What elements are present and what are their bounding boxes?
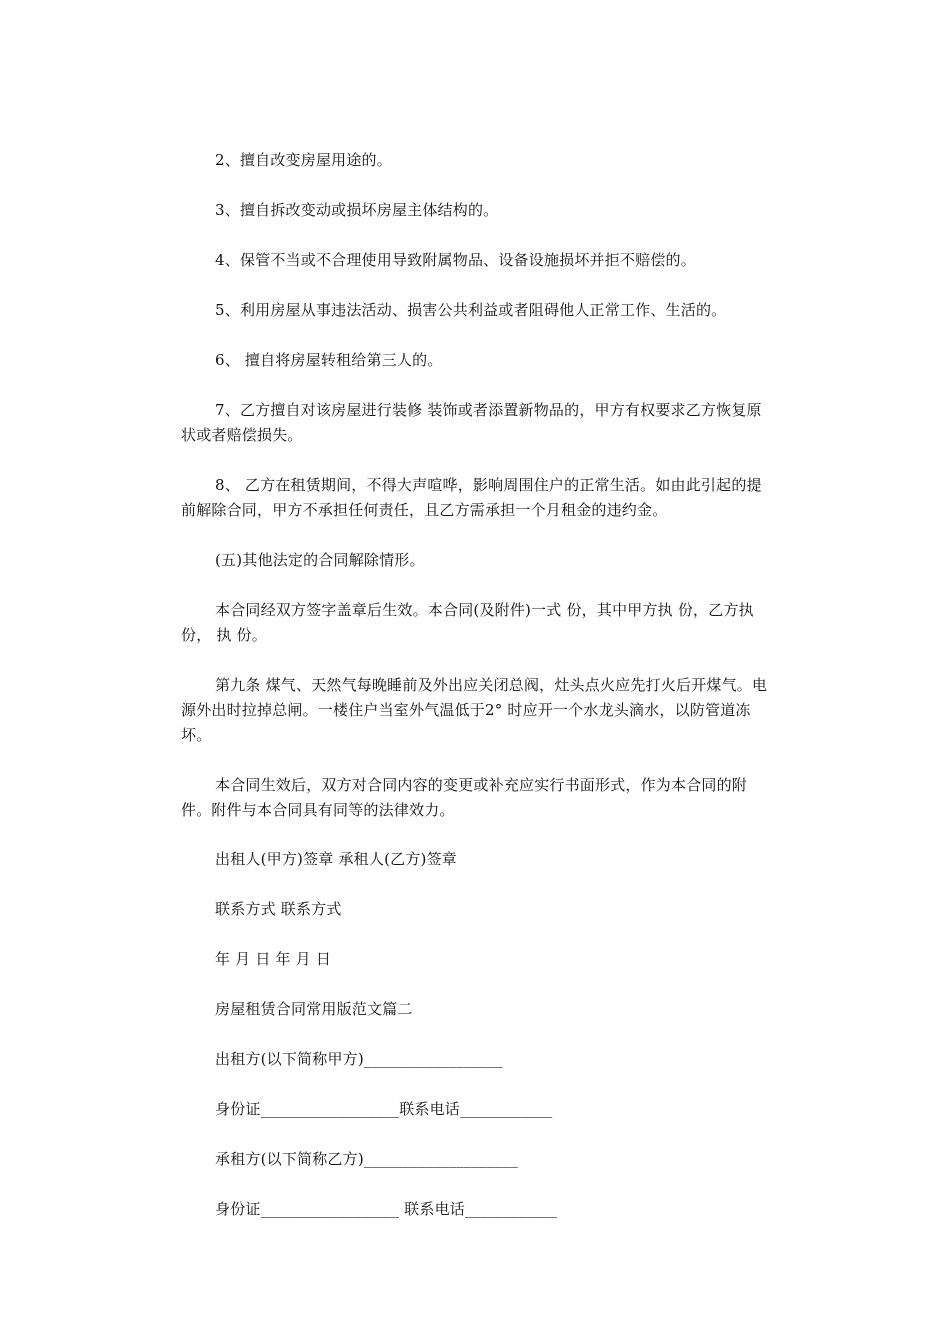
clause-5: 5、利用房屋从事违法活动、损害公共利益或者阻碍他人正常工作、生活的。 [215,301,727,319]
amendment-paragraph: 本合同生效后，双方对合同内容的变更或补充应实行书面形式，作为本合同的附件。附件与本合同具有同等的法律效力。 [181,776,748,819]
clause-7: 7、乙方擅自对该房屋进行装修 装饰或者添置新物品的，甲方有权要求乙方恢复原状或者赔偿损失。 [181,401,762,444]
lessee-field: 承租方(以下简称乙方)____________________ [215,1150,518,1168]
lessor-id-phone-field: 身份证__________________联系电话____________ [215,1100,553,1118]
contact-line: 联系方式 联系方式 [215,900,342,918]
clause-4: 4、保管不当或不合理使用导致附属物品、设备设施损坏并拒不赔偿的。 [215,251,696,269]
lessor-field: 出租方(以下简称甲方)__________________ [215,1050,503,1068]
clause-3: 3、擅自拆改变动或损坏房屋主体结构的。 [215,201,499,219]
date-line: 年 月 日 年 月 日 [215,950,332,968]
clause-8: 8、 乙方在租赁期间，不得大声喧哗，影响周围住户的正常生活。如由此引起的提前解除合同，甲方不承担任何责任，且乙方需承担一个月租金的违约金。 [181,476,762,519]
clause-five-other: (五)其他法定的合同解除情形。 [215,551,425,569]
clause-2: 2、擅自改变房屋用途的。 [215,151,392,169]
clause-6: 6、 擅自将房屋转租给第三人的。 [215,351,443,369]
effectiveness-paragraph: 本合同经双方签字盖章后生效。本合同(及附件)一式 份，其中甲方执 份，乙方执 份， 执 份。 [181,601,759,644]
signature-line: 出租人(甲方)签章 承租人(乙方)签章 [215,850,457,868]
article-nine: 第九条 煤气、天然气每晚睡前及外出应关闭总阀，灶头点火应先打火后开煤气。电源外出时拉掉总闸。一楼住户当室外气温低于2° 时应开一个水龙头滴水，以防管道冻坏。 [181,676,768,744]
lessee-id-phone-field: 身份证__________________ 联系电话____________ [215,1200,558,1218]
section-title-part-two: 房屋租赁合同常用版范文篇二 [215,1000,413,1018]
